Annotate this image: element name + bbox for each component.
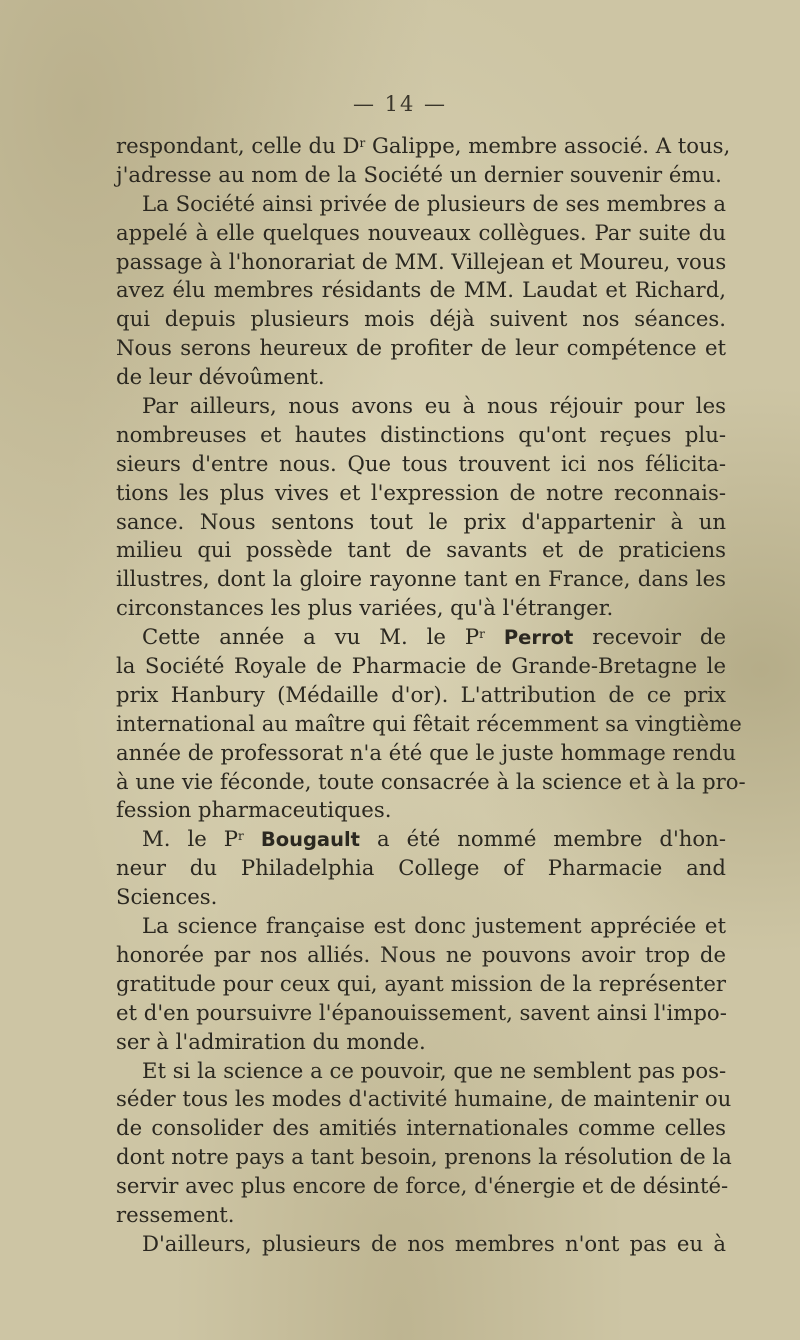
text-line: dont notre pays a tant besoin, prenons la résolution de la bbox=[116, 1144, 732, 1170]
text-line: illustres, dont la gloire rayonne tant en France, dans les bbox=[116, 566, 726, 592]
person-name: Perrot bbox=[503, 626, 574, 650]
text-line: Et si la science a ce pouvoir, que ne semblent pas pos- bbox=[142, 1057, 727, 1083]
text-line: séder tous les modes d'activité humaine, de maintenir ou bbox=[116, 1086, 732, 1112]
text-line: La Société ainsi privée de plusieurs de ses membres a bbox=[142, 190, 726, 216]
text-line: année de professorat n'a été que le juste hommage rendu bbox=[116, 739, 737, 765]
text-line: circonstances les plus variées, qu'à l'étranger. bbox=[116, 595, 614, 621]
text-line: Par ailleurs, nous avons eu à nous réjouir pour les bbox=[142, 393, 726, 419]
text-line: La science française est donc justement appréciée et bbox=[142, 913, 726, 939]
text-line: de leur dévoûment. bbox=[116, 364, 325, 390]
text-line: ressement. bbox=[116, 1201, 235, 1227]
text-line: la Société Royale de Pharmacie de Grande-Bretagne le bbox=[116, 653, 726, 679]
text-line: honorée par nos alliés. Nous ne pouvons avoir trop de bbox=[116, 941, 726, 967]
text-line: sieurs d'entre nous. Que tous trouvent ici nos félicita- bbox=[116, 450, 726, 476]
text-line: milieu qui possède tant de savants et de praticiens bbox=[116, 537, 726, 563]
text-line: j'adresse au nom de la Société un dernier souvenir ému. bbox=[116, 161, 722, 187]
body-text bbox=[116, 132, 746, 1259]
text-line: appelé à elle quelques nouveaux collègues. Par suite du bbox=[116, 219, 726, 245]
text-line: servir avec plus encore de force, d'énergie et de désinté- bbox=[116, 1173, 729, 1199]
text-line: qui depuis plusieurs mois déjà suivent nos séances. bbox=[116, 306, 726, 332]
text-line: respondant, celle du $D^r$ Galippe, membre associé. A tous, bbox=[116, 133, 731, 158]
text-line: Cette année a vu M. le $P^r$ Perrot recevoir de bbox=[142, 624, 726, 650]
text-line: Sciences. bbox=[116, 884, 218, 910]
text-line: de consolider des amitiés internationales comme celles bbox=[116, 1115, 726, 1141]
text-line: Nous serons heureux de profiter de leur compétence et bbox=[116, 335, 726, 361]
text-line: international au maître qui fêtait récemment sa vingtième bbox=[116, 710, 742, 736]
text-line: nombreuses et hautes distinctions qu'ont reçues plu- bbox=[116, 421, 726, 447]
text-line: ser à l'admiration du monde. bbox=[116, 1028, 426, 1054]
text-line: et d'en poursuivre l'épanouissement, savent ainsi l'impo- bbox=[116, 999, 727, 1025]
text-line: à une vie féconde, toute consacrée à la science et à la pro- bbox=[116, 768, 746, 794]
text-line: avez élu membres résidants de MM. Laudat et Richard, bbox=[116, 277, 726, 303]
page-number: — 14 — bbox=[352, 92, 448, 116]
text-line: sance. Nous sentons tout le prix d'appartenir à un bbox=[116, 508, 726, 534]
text-line: passage à l'honorariat de MM. Villejean et Moureu, vous bbox=[116, 248, 727, 274]
text-line: M. le $P^r$ Bougault a été nommé membre d'hon- bbox=[142, 826, 726, 852]
text-line: neur du Philadelphia College of Pharmacie and bbox=[116, 855, 726, 881]
person-name: Bougault bbox=[260, 828, 360, 852]
text-line: D'ailleurs, plusieurs de nos membres n'ont pas eu à bbox=[142, 1230, 726, 1256]
text-line: gratitude pour ceux qui, ayant mission de la représenter bbox=[116, 970, 726, 996]
text-line: tions les plus vives et l'expression de notre reconnais- bbox=[116, 479, 726, 505]
text-line: fession pharmaceutiques. bbox=[116, 797, 392, 823]
text-line: prix Hanbury (Médaille d'or). L'attribution de ce prix bbox=[116, 681, 726, 707]
